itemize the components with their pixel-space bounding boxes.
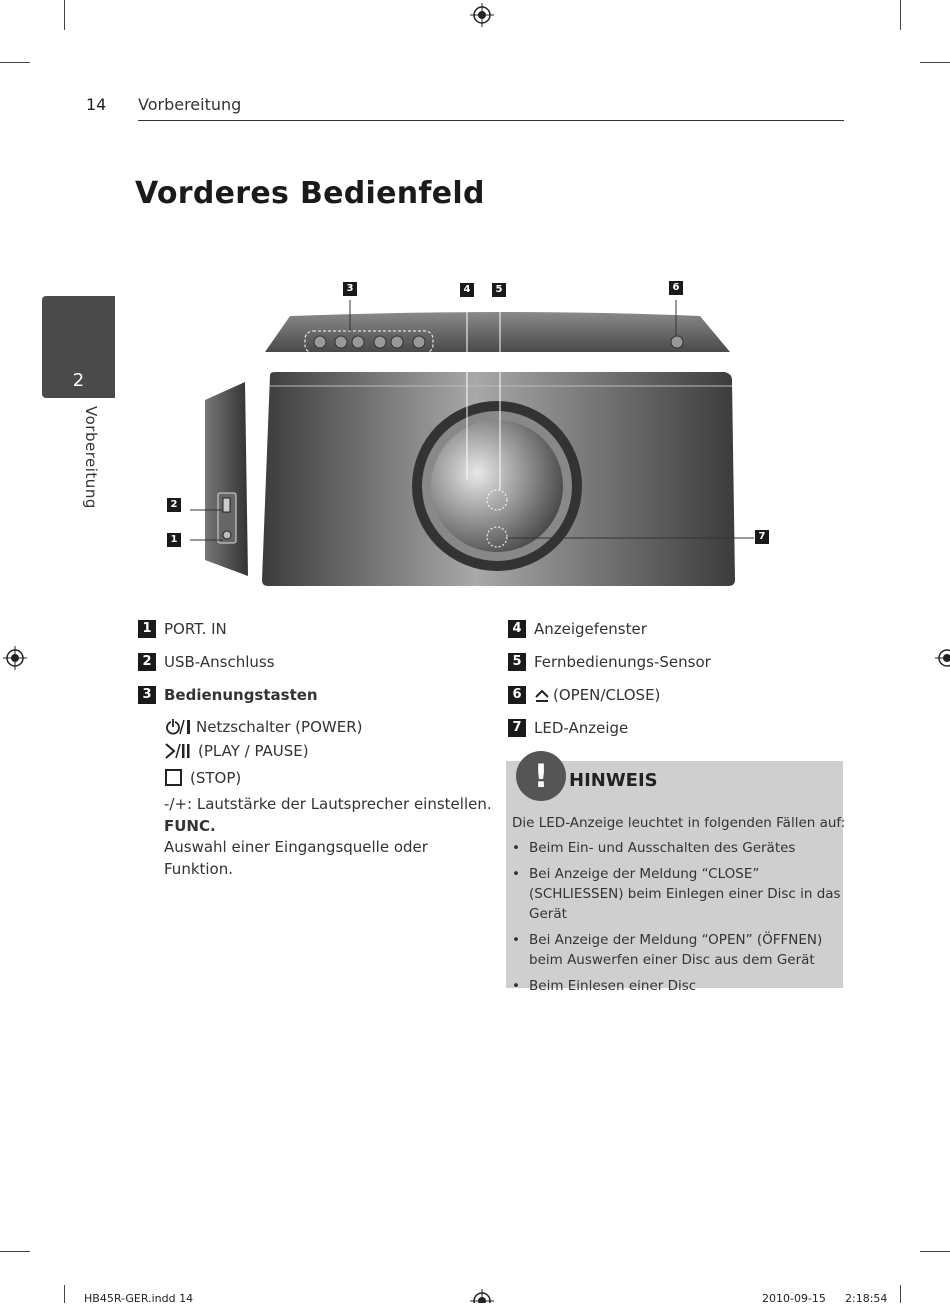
- chapter-tab-number: 2: [72, 370, 85, 391]
- legend-item: [508, 620, 647, 638]
- legend-number: 6: [508, 686, 526, 704]
- running-header: Vorbereitung: [138, 95, 242, 114]
- callout-6: 6: [669, 281, 683, 295]
- control-power-label: Netzschalter (POWER): [196, 718, 363, 736]
- crop-mark: [900, 1285, 901, 1303]
- legend-label: Fernbedienungs-Sensor: [534, 653, 711, 671]
- play-pause-icon: [164, 742, 192, 760]
- legend-number: 4: [508, 620, 526, 638]
- volume-text: Lautstärke der Lautsprecher einstellen.: [196, 795, 492, 813]
- stop-icon: [164, 768, 184, 788]
- registration-mark-icon: [935, 646, 950, 670]
- control-play-pause-label: (PLAY / PAUSE): [198, 742, 309, 760]
- control-stop-label: (STOP): [190, 769, 242, 787]
- registration-mark-icon: [470, 3, 494, 27]
- registration-mark-icon: [3, 646, 27, 670]
- func-text-line1: Auswahl einer Eingangsquelle oder: [164, 838, 428, 856]
- eject-icon: [534, 687, 550, 703]
- registration-mark-icon: [470, 1289, 494, 1303]
- header-rule: [138, 120, 844, 121]
- volume-key: -/+:: [164, 795, 193, 813]
- legend-item: [138, 686, 318, 704]
- legend-item: [508, 686, 660, 704]
- crop-mark: [64, 0, 65, 30]
- callout-5: 5: [492, 283, 506, 297]
- crop-mark: [920, 1251, 950, 1252]
- legend-item: [508, 653, 711, 671]
- footer-filename: HB45R-GER.indd 14: [84, 1292, 194, 1305]
- note-list-item: • Bei Anzeige der Meldung “CLOSE” (SCHLIESSEN) beim Einlegen einer Disc in das Gerät: [512, 864, 842, 924]
- legend-item: [508, 719, 628, 737]
- callout-4: 4: [460, 283, 474, 297]
- legend-item: [138, 620, 227, 638]
- legend-label: USB-Anschluss: [164, 653, 275, 671]
- legend-label: Anzeigefenster: [534, 620, 647, 638]
- control-volume: [164, 795, 492, 813]
- legend-item: [138, 653, 275, 671]
- callout-2: 2: [167, 498, 181, 512]
- legend-number: 1: [138, 620, 156, 638]
- note-list-item: • Bei Anzeige der Meldung “OPEN” (ÖFFNEN) beim Auswerfen einer Disc aus dem Gerät: [512, 930, 842, 970]
- legend-label: LED-Anzeige: [534, 719, 629, 737]
- note-intro: Die LED-Anzeige leuchtet in folgenden Fällen auf:: [512, 815, 846, 831]
- callout-1: 1: [167, 533, 181, 547]
- chapter-tab-label: Vorbereitung: [82, 406, 100, 509]
- legend-number: 5: [508, 653, 526, 671]
- warning-icon: !: [516, 751, 566, 801]
- crop-mark: [0, 1251, 30, 1252]
- note-title: HINWEIS: [569, 770, 658, 791]
- footer-date: 2010-09-15: [762, 1292, 826, 1305]
- control-stop: [164, 768, 241, 788]
- legend-number: 7: [508, 719, 526, 737]
- crop-mark: [0, 62, 30, 63]
- legend-number: 3: [138, 686, 156, 704]
- front-panel-illustration: [160, 300, 780, 595]
- control-play-pause: [164, 742, 309, 760]
- crop-mark: [900, 0, 901, 30]
- legend-label: (OPEN/CLOSE): [553, 686, 661, 704]
- note-list-item: • Beim Ein- und Ausschalten des Gerätes: [512, 838, 842, 858]
- legend-number: 2: [138, 653, 156, 671]
- legend-label: Bedienungstasten: [164, 686, 318, 704]
- power-icon: [164, 718, 194, 736]
- func-key: FUNC.: [164, 817, 216, 835]
- control-power: [164, 718, 362, 736]
- callout-3: 3: [343, 282, 357, 296]
- note-list: [512, 838, 842, 1002]
- note-list-item: • Beim Einlesen einer Disc: [512, 976, 842, 996]
- footer-time: 2:18:54: [845, 1292, 888, 1305]
- page-number: 14: [86, 95, 107, 114]
- crop-mark: [64, 1285, 65, 1303]
- func-text-line2: Funktion.: [164, 860, 234, 878]
- legend-label: PORT. IN: [164, 620, 227, 638]
- page-title: Vorderes Bedienfeld: [135, 176, 485, 211]
- callout-7: 7: [755, 530, 769, 544]
- crop-mark: [920, 62, 950, 63]
